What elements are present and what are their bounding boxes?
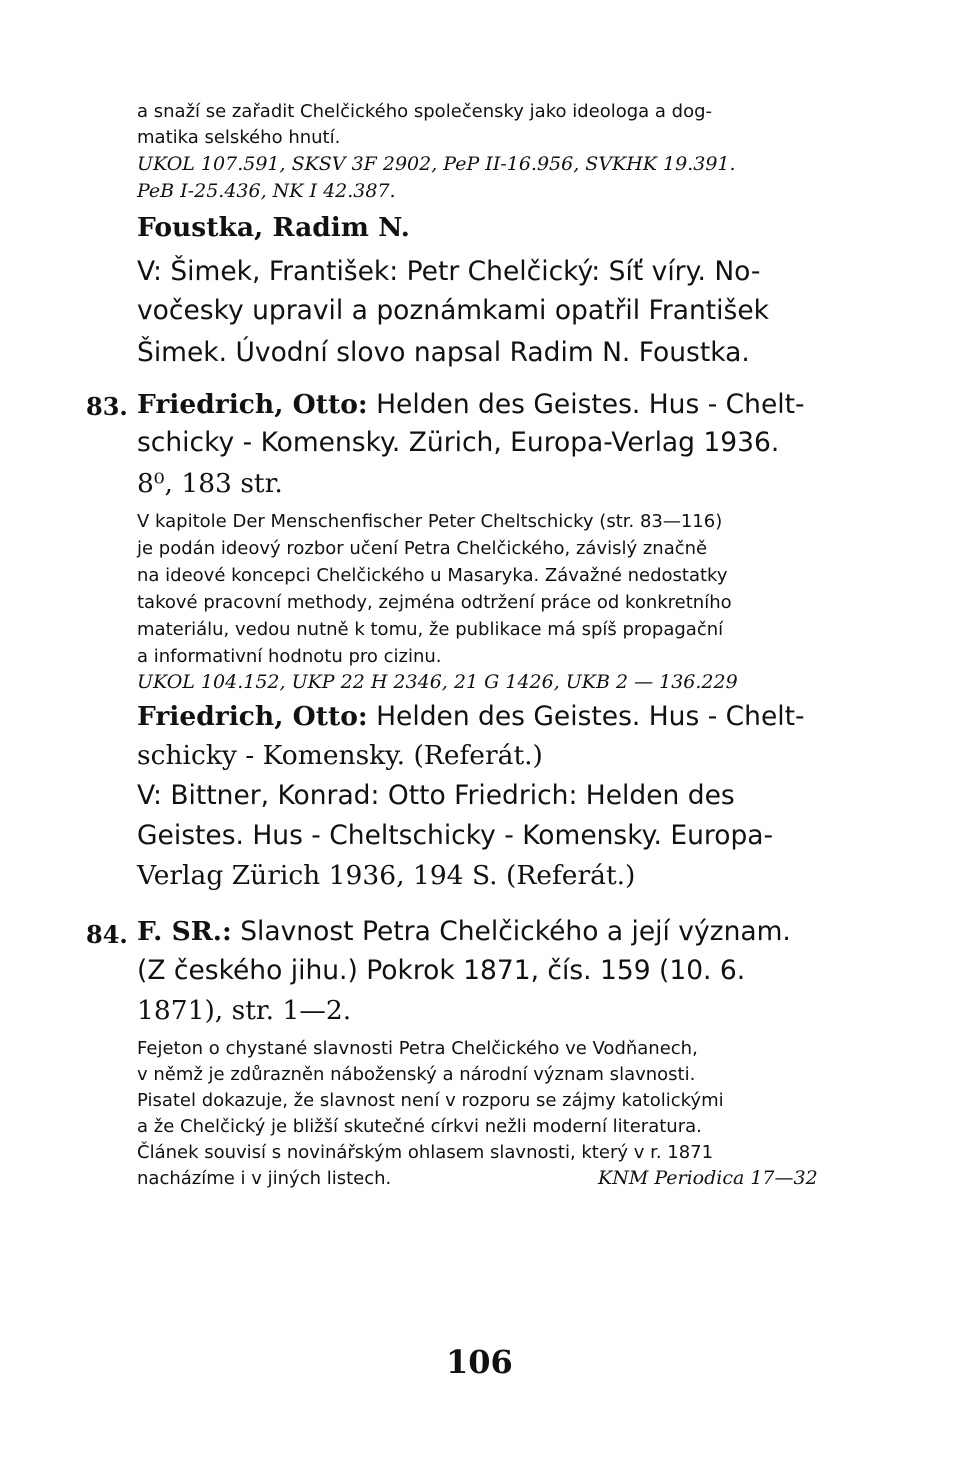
entry-line [137,701,805,732]
text-line: V: Bittner, Konrad: Otto Friedrich: Helden des [137,780,735,811]
annotation-line: v němž je zdůrazněn náboženský a národní význam slavnosti. [137,1064,696,1085]
signature-line: PeB I-25.436, NK I 42.387. [137,180,396,202]
text-line: vočesky upravil a poznámkami opatřil František [137,295,770,326]
annotation-line: Článek souvisí s novinářským ohlasem slavnosti, který v r. 1871 [137,1142,714,1163]
annotation-line: a informativní hodnotu pro cizinu. [137,646,442,667]
annotation-line: materiálu, vedou nutně k tomu, že publikace má spíš propagační [137,619,724,640]
text-line: 1871), str. 1—2. [137,995,352,1026]
entry-title: Helden des Geistes. Hus - Chelt- [367,701,805,732]
annotation-line: je podán ideový rozbor učení Petra Chelčického, závislý značně [137,538,708,559]
page-number: 106 [446,1343,513,1381]
annotation-line: V kapitole Der Menschenfischer Peter Cheltschicky (str. 83—116) [137,511,723,532]
text-line: schicky - Komensky. (Referát.) [137,740,543,771]
entry-title: Slavnost Petra Chelčického a její význam. [231,916,791,947]
author-name: Friedrich, Otto: [137,701,368,732]
entry-number: 83. [86,392,128,421]
author-name: Friedrich, Otto: [137,389,368,420]
text-line: matika selského hnutí. [137,127,341,148]
text-line: Šimek. Úvodní slovo napsal Radim N. Foustka. [137,337,750,368]
author-name: F. SR.: [137,916,232,947]
annotation-line: a že Chelčický je bližší skutečné církvi nežli moderní literatura. [137,1116,702,1137]
author-name: Foustka, Radim N. [137,212,410,243]
annotation-line: na ideové koncepci Chelčického u Masaryka. Závažné nedostatky [137,565,728,586]
entry-number: 84. [86,920,128,949]
entry-line [137,916,791,947]
signature-line: UKOL 107.591, SKSV 3F 2902, PeP II-16.956, SVKHK 19.391. [137,153,736,175]
annotation-line: takové pracovní methody, zejména odtržení práce od konkretního [137,592,732,613]
entry-heading [137,212,410,243]
text-line: Verlag Zürich 1936, 194 S. (Referát.) [137,860,636,891]
text-line: 8⁰, 183 str. [137,468,283,499]
text-line: V: Šimek, František: Petr Chelčický: Síť víry. No- [137,256,761,287]
signature-line: KNM Periodica 17—32 [598,1167,818,1189]
text-line: a snaží se zařadit Chelčického společensky jako ideologa a dog- [137,101,713,122]
entry-title: Helden des Geistes. Hus - Chelt- [367,389,805,420]
text-line: schicky - Komensky. Zürich, Europa-Verlag 1936. [137,427,780,458]
annotation-line: nacházíme i v jiných listech. [137,1168,392,1189]
signature-line: UKOL 104.152, UKP 22 H 2346, 21 G 1426, UKB 2 — 136.229 [137,671,738,693]
annotation-line: Pisatel dokazuje, že slavnost není v rozporu se zájmy katolickými [137,1090,724,1111]
annotation-line: Fejeton o chystané slavnosti Petra Chelčického ve Vodňanech, [137,1038,698,1059]
text-line: Geistes. Hus - Cheltschicky - Komensky. Europa- [137,820,774,851]
text-line: (Z českého jihu.) Pokrok 1871, čís. 159 (10. 6. [137,955,746,986]
entry-line [137,389,805,420]
